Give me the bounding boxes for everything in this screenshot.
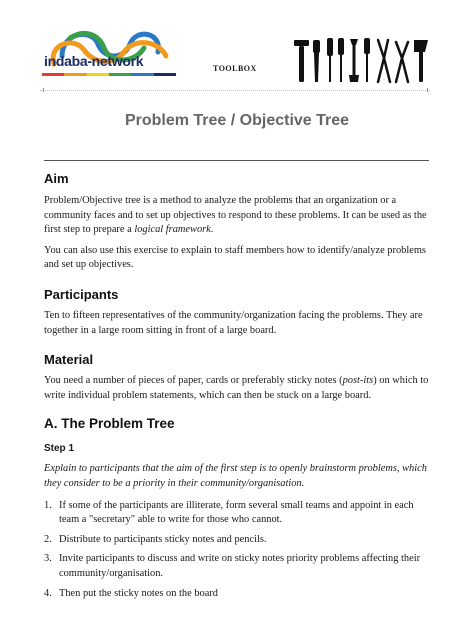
aim-paragraph-2: You can also use this exercise to explain to staff members how to identify/analyze problems and set up objectives. bbox=[44, 244, 426, 271]
aim-text: Problem/Objective tree is a method to analyze the problems that an organization or a community faces and to set up objectives to respond to these problems. It can be used as the first step to prepare a bbox=[44, 195, 427, 236]
pliers-icon bbox=[378, 40, 390, 82]
logo-color-bar bbox=[42, 73, 176, 76]
tools-illustration bbox=[292, 36, 432, 84]
logo-color-green bbox=[109, 73, 131, 76]
logo-color-blue bbox=[131, 73, 153, 76]
list-number: 1. bbox=[44, 499, 52, 511]
screwdriver-icon-3 bbox=[364, 38, 370, 82]
header-divider bbox=[40, 90, 430, 91]
section-heading-problem-tree: A. The Problem Tree bbox=[44, 416, 175, 432]
material-text: You need a number of pieces of paper, cards or preferably sticky notes ( bbox=[44, 375, 343, 387]
indaba-network-logo bbox=[40, 26, 180, 88]
list-text: Then put the sticky notes on the board bbox=[59, 587, 219, 599]
list-item bbox=[44, 499, 430, 528]
list-number: 2. bbox=[44, 533, 52, 545]
step-list bbox=[44, 499, 430, 602]
aim-text-end: . bbox=[210, 224, 214, 236]
logo-color-navy bbox=[154, 73, 176, 76]
step-heading: Step 1 bbox=[44, 443, 75, 455]
wrench-icon bbox=[349, 39, 359, 82]
page-header bbox=[40, 26, 432, 90]
material-emphasis: post-its bbox=[342, 375, 374, 387]
header-tick-left bbox=[43, 88, 44, 92]
logo-color-red bbox=[42, 73, 64, 76]
header-tick-right bbox=[427, 88, 428, 92]
screwdriver-icon bbox=[327, 38, 333, 82]
list-number: 4. bbox=[44, 587, 52, 599]
aim-emphasis: logical framework bbox=[134, 224, 211, 236]
list-item bbox=[44, 533, 430, 548]
material-text-end: ) on which to write individual problem statements, which can then be stuck on a large board. bbox=[44, 375, 429, 401]
hammer-icon bbox=[294, 40, 309, 82]
list-text: If some of the participants are illiterate, form several small teams and appoint in each team a "secretary" able to write for those who cannot. bbox=[59, 499, 414, 526]
aim-paragraph-1 bbox=[44, 194, 430, 238]
axe-icon bbox=[414, 40, 428, 82]
cutters-icon bbox=[396, 42, 408, 82]
list-item bbox=[44, 552, 430, 581]
material-paragraph bbox=[44, 374, 430, 403]
toolbox-label: TOOLBOX bbox=[213, 64, 257, 73]
step-intro: Explain to participants that the aim of the first step is to openly brainstorm problems, which they consider to be a priority in their community/organisation. bbox=[44, 463, 427, 489]
page-title: Problem Tree / Objective Tree bbox=[124, 112, 350, 129]
list-number: 3. bbox=[44, 553, 52, 565]
title-divider bbox=[44, 160, 429, 161]
logo-text: indaba-network bbox=[44, 53, 144, 69]
saw-icon bbox=[313, 40, 320, 82]
section-heading-aim: Aim bbox=[44, 171, 69, 186]
screwdriver-icon-2 bbox=[338, 38, 344, 82]
section-heading-material: Material bbox=[44, 352, 94, 368]
list-text: Invite participants to discuss and write on sticky notes priority problems affecting their community/organisation. bbox=[59, 553, 421, 579]
list-text: Distribute to participants sticky notes and pencils. bbox=[59, 533, 267, 545]
participants-paragraph: Ten to fifteen representatives of the community/organization facing the problems. They are together in a large room sitting in front of a large board. bbox=[44, 309, 423, 336]
list-item bbox=[44, 587, 430, 602]
logo-color-yellow bbox=[87, 73, 109, 76]
logo-color-orange bbox=[64, 73, 86, 76]
document-body bbox=[44, 168, 430, 601]
section-heading-participants: Participants bbox=[44, 286, 119, 302]
